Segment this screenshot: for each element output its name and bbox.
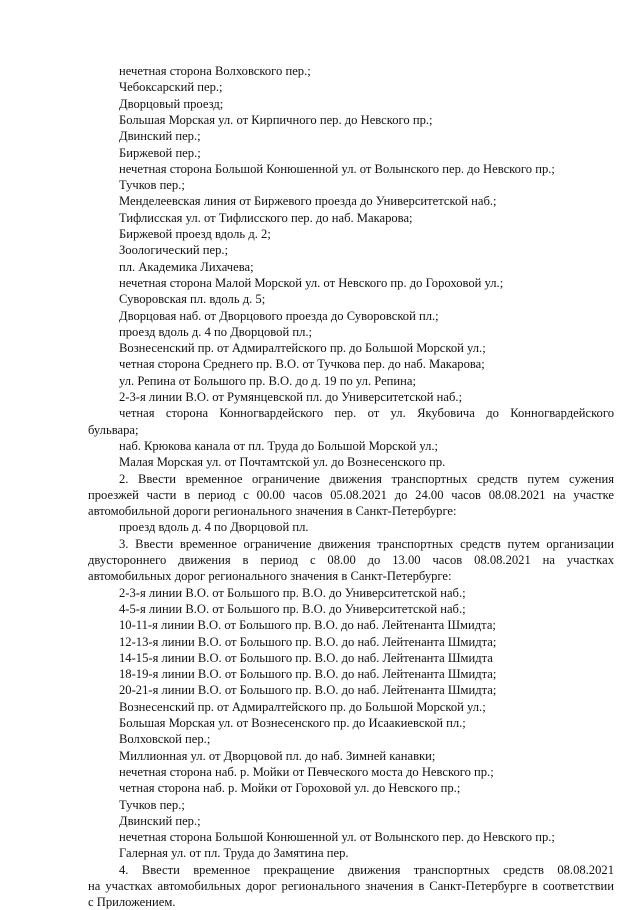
text-line: 4. Ввести временное прекращение движения транспортных средств 08.08.2021 — [119, 862, 614, 877]
text-line: Менделеевская линия от Биржевого проезда до Университетской наб.; — [119, 194, 497, 209]
text-line: Волховской пер.; — [119, 732, 211, 747]
text-line: Тучков пер.; — [119, 178, 185, 193]
text-line: Двинский пер.; — [119, 813, 201, 828]
text-line: проезд вдоль д. 4 по Дворцовой пл.; — [119, 324, 313, 339]
text-line: наб. Крюкова канала от пл. Труда до Большой Морской ул.; — [119, 438, 439, 453]
text-line: 2. Ввести временное ограничение движения транспортных средств путем сужения — [119, 471, 614, 486]
text-line: проезд вдоль д. 4 по Дворцовой пл. — [119, 520, 309, 535]
text-line: нечетная сторона Большой Конюшенной ул. от Волынского пер. до Невского пр.; — [119, 830, 555, 845]
text-line: нечетная сторона Волховского пер.; — [119, 64, 311, 78]
text-line: 18-19-я линии В.О. от Большого пр. В.О. до наб. Лейтенанта Шмидта; — [119, 667, 497, 682]
text-line: автомобильных дорог регионального значения в Санкт-Петербурге: — [88, 569, 452, 584]
text-line: Галерная ул. от пл. Труда до Замятина пер. — [119, 846, 349, 861]
text-line: на участках автомобильных дорог регионального значения в Санкт-Петербурге в соответствии — [88, 879, 614, 893]
text-line: с Приложением. — [88, 895, 176, 910]
text-line: нечетная сторона Малой Морской ул. от Невского пр. до Гороховой ул.; — [119, 275, 504, 290]
text-line: нечетная сторона Большой Конюшенной ул. от Волынского пер. до Невского пр.; — [119, 161, 555, 176]
text-line: ул. Репина от Большого пр. В.О. до д. 19 по ул. Репина; — [119, 373, 416, 388]
text-line: Суворовская пл. вдоль д. 5; — [119, 292, 266, 307]
text-line: Большая Морская ул. от Кирпичного пер. до Невского пр.; — [119, 112, 433, 127]
text-line: проезжей части в период с 00.00 часов 05.08.2021 до 24.00 часов 08.08.2021 на участке — [88, 487, 614, 502]
text-line: четная сторона наб. р. Мойки от Гороховой ул. до Невского пр.; — [119, 781, 461, 796]
text-line: Биржевой проезд вдоль д. 2; — [119, 227, 271, 241]
text-line: пл. Академика Лихачева; — [119, 259, 254, 274]
text-line: Дворцовая наб. от Дворцового проезда до Суворовской пл.; — [119, 308, 439, 323]
text-line: бульвара; — [88, 422, 139, 437]
text-line: 2-3-я линии В.О. от Большого пр. В.О. до Университетской наб.; — [119, 585, 466, 600]
text-line: Дворцовый проезд; — [119, 96, 224, 111]
text-line: 14-15-я линии В.О. от Большого пр. В.О. до наб. Лейтенанта Шмидта — [119, 650, 493, 665]
text-line: Тифлисская ул. от Тифлисского пер. до наб. Макарова; — [119, 210, 413, 225]
text-line: 4-5-я линии В.О. от Большого пр. В.О. до Университетской наб.; — [119, 601, 466, 616]
text-line: двустороннего движения в период с 08.00 до 13.00 часов 08.08.2021 на участках — [88, 553, 614, 567]
text-line: Вознесенский пр. от Адмиралтейского пр. до Большой Морской ул.; — [119, 341, 486, 356]
text-line: Малая Морская ул. от Почтамтской ул. до Вознесенского пр. — [119, 455, 446, 470]
text-line: 10-11-я линии В.О. от Большого пр. В.О. до наб. Лейтенанта Шмидта; — [119, 618, 496, 633]
text-line: 12-13-я линии В.О. от Большого пр. В.О. до наб. Лейтенанта Шмидта; — [119, 634, 497, 649]
text-line: Тучков пер.; — [119, 797, 185, 812]
text-line: Вознесенский пр. от Адмиралтейского пр. до Большой Морской ул.; — [119, 699, 486, 714]
text-line: 3. Ввести временное ограничение движения транспортных средств путем организации — [119, 536, 614, 551]
text-line: 2-3-я линии В.О. от Румянцевской пл. до Университетской наб.; — [119, 390, 463, 404]
text-line: автомобильной дороги регионального значения в Санкт-Петербурге: — [88, 504, 457, 519]
text-line: Чебоксарский пер.; — [119, 80, 223, 95]
text-line: Биржевой пер.; — [119, 145, 201, 160]
text-line: Зоологический пер.; — [119, 243, 229, 258]
text-line: четная сторона Среднего пр. В.О. от Тучкова пер. до наб. Макарова; — [119, 357, 485, 372]
text-line: нечетная сторона наб. р. Мойки от Певческого моста до Невского пр.; — [119, 764, 494, 779]
text-line: Двинский пер.; — [119, 129, 201, 144]
text-line: 20-21-я линии В.О. от Большого пр. В.О. до наб. Лейтенанта Шмидта; — [119, 683, 497, 698]
text-line: Миллионная ул. от Дворцовой пл. до наб. Зимней канавки; — [119, 748, 436, 763]
text-line: четная сторона Конногвардейского пер. от ул. Якубовича до Конногвардейского — [119, 406, 614, 421]
text-line: Большая Морская ул. от Вознесенского пр. до Исаакиевской пл.; — [119, 716, 466, 730]
